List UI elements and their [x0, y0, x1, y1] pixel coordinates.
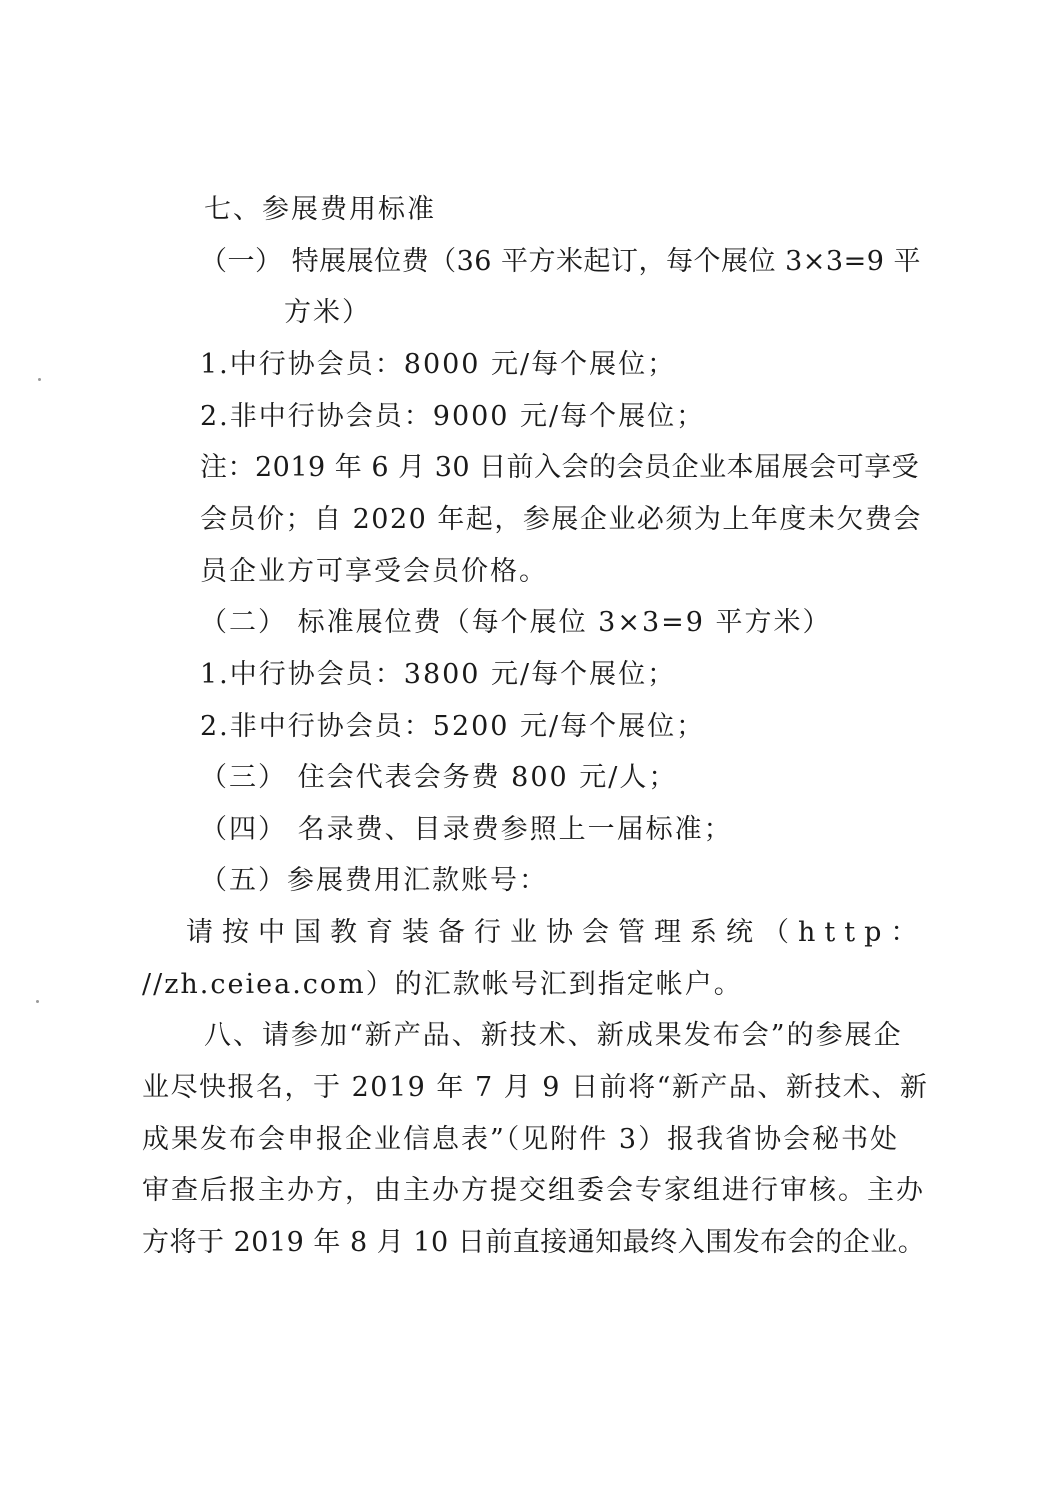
section-eight-text: 八、请参加“新产品、新技术、新成果发布会”的参展企 — [204, 1020, 903, 1051]
directory-fee: （四） 名录费、目录费参照上一届标准； — [200, 814, 733, 845]
member-price-note-cont-1: 会员价；自 2020 年起，参展企业必须为上年度未欠费会 — [200, 504, 922, 535]
section-eight-text-cont-1: 业尽快报名，于 2019 年 7 月 9 日前将“新产品、新技术、新 — [142, 1072, 929, 1103]
member-price-note: 注：2019 年 6 月 30 日前入会的会员企业本届展会可享受 — [200, 452, 920, 483]
special-member-fee: 1.中行协会员：8000 元/每个展位； — [200, 349, 677, 380]
remittance-instruction: 请按中国教育装备行业协会管理系统（http： — [186, 917, 927, 948]
delegate-conference-fee: （三） 住会代表会务费 800 元/人； — [200, 762, 678, 793]
scan-speck — [38, 378, 41, 381]
remittance-instruction-cont: //zh.ceiea.com）的汇款帐号汇到指定帐户。 — [142, 969, 743, 1000]
section-eight-text-cont-2: 成果发布会申报企业信息表”（见附件 3）报我省协会秘书处 — [142, 1124, 900, 1155]
standard-nonmember-fee: 2.非中行协会员：5200 元/每个展位； — [200, 711, 706, 742]
member-price-note-cont-2: 员企业方可享受会员价格。 — [200, 556, 548, 587]
remittance-account-heading: （五）参展费用汇款账号： — [200, 865, 548, 896]
special-booth-fee-heading: （一） 特展展位费（36 平方米起订，每个展位 3×3=9 平 — [200, 246, 921, 277]
scan-speck — [36, 1000, 39, 1003]
standard-booth-fee-heading: （二） 标准展位费（每个展位 3×3=9 平方米） — [200, 607, 832, 638]
special-nonmember-fee: 2.非中行协会员：9000 元/每个展位； — [200, 401, 706, 432]
section-eight-text-cont-4: 方将于 2019 年 8 月 10 日前直接通知最终入围发布会的企业。 — [142, 1227, 926, 1258]
special-booth-fee-heading-cont: 方米） — [284, 297, 371, 328]
section-eight-text-cont-3: 审查后报主办方，由主办方提交组委会专家组进行审核。主办 — [142, 1175, 925, 1206]
standard-member-fee: 1.中行协会员：3800 元/每个展位； — [200, 659, 677, 690]
section-seven-heading: 七、参展费用标准 — [204, 194, 436, 225]
